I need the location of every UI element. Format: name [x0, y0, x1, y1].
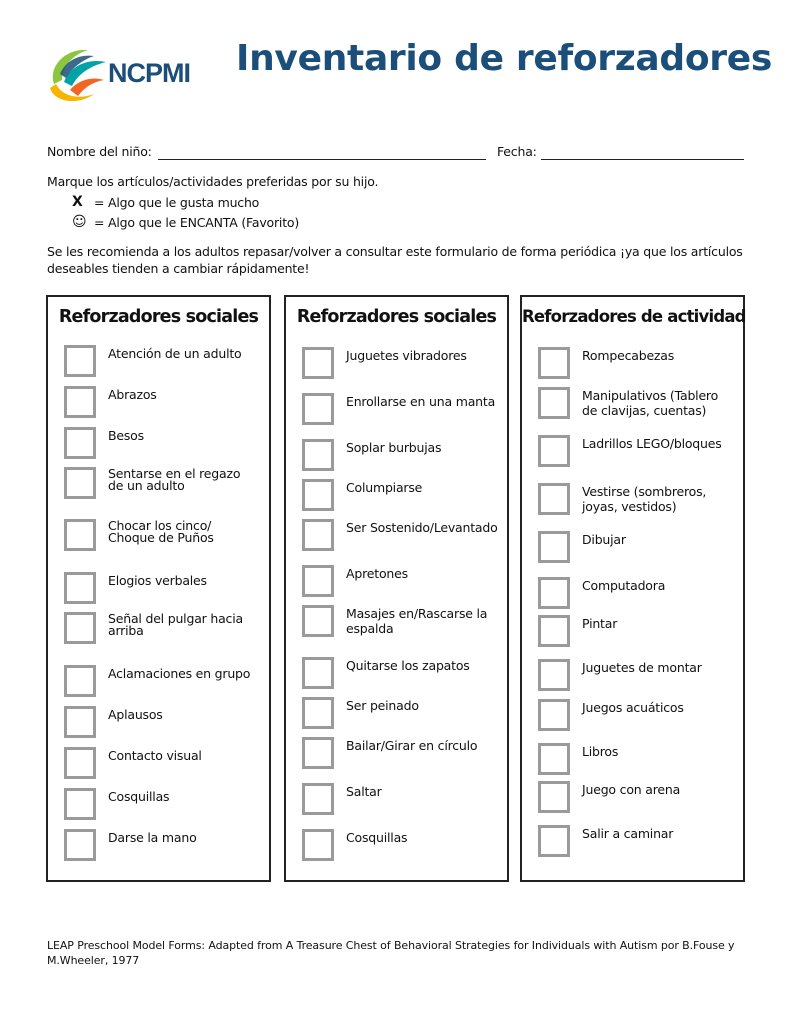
checkbox[interactable] [64, 467, 96, 499]
checkbox[interactable] [64, 572, 96, 604]
checkbox[interactable] [538, 387, 570, 419]
legend-love-text: = Algo que le ENCANTA (Favorito) [94, 214, 300, 230]
checklist-item [64, 829, 261, 865]
checkbox[interactable] [302, 783, 334, 815]
item-label: Vestirse (sombreros, joyas, vestidos) [582, 484, 707, 514]
panel-social-1 [46, 295, 271, 882]
checkbox[interactable] [302, 519, 334, 551]
item-label: Apretones [346, 566, 408, 581]
item-label: Ser peinado [346, 698, 419, 713]
checkbox[interactable] [538, 577, 570, 609]
item-label: Cosquillas [346, 830, 408, 845]
smiley-icon: ☺ [72, 214, 87, 230]
checkbox[interactable] [64, 345, 96, 377]
item-label: Ladrillos LEGO/bloques [582, 436, 722, 451]
item-label: Besos [108, 428, 144, 443]
checklist-item [302, 565, 499, 601]
page-title: Inventario de reforzadores [236, 38, 772, 79]
checkbox[interactable] [302, 439, 334, 471]
checklist-item [302, 519, 499, 555]
checklist-item [302, 605, 499, 641]
checkbox[interactable] [538, 435, 570, 467]
checklist-item [302, 737, 499, 773]
item-label: Juguetes de montar [582, 660, 702, 675]
instructions: Marque los artículos/actividades preferidas por su hijo. [47, 174, 379, 189]
x-mark-icon: X [72, 194, 83, 210]
checklist-item [302, 829, 499, 865]
checkbox[interactable] [64, 386, 96, 418]
checkbox[interactable] [64, 612, 96, 644]
checklist-item [302, 439, 499, 475]
checkbox[interactable] [538, 615, 570, 647]
item-label: Soplar burbujas [346, 440, 442, 455]
item-label: Abrazos [108, 387, 157, 402]
item-label: Libros [582, 744, 619, 759]
item-label: Manipulativos (Tablero de clavijas, cuentas) [582, 388, 719, 418]
item-label: Aplausos [108, 707, 163, 722]
checkbox[interactable] [538, 781, 570, 813]
checklist-item [302, 393, 499, 429]
checklist-item [64, 467, 261, 503]
checkbox[interactable] [302, 479, 334, 511]
checklist-item [538, 781, 735, 817]
checkbox[interactable] [538, 825, 570, 857]
checklist-item [302, 783, 499, 819]
checklist-item [302, 479, 499, 515]
item-label: Atención de un adulto [108, 346, 242, 361]
checklist-item [538, 577, 735, 613]
checklist-item [538, 483, 735, 519]
checklist-item [538, 435, 735, 471]
child-name-label: Nombre del niño: [47, 144, 152, 159]
checkbox[interactable] [302, 605, 334, 637]
item-label: Rompecabezas [582, 348, 675, 363]
item-label: Dibujar [582, 532, 626, 547]
item-label: Cosquillas [108, 789, 170, 804]
item-label: Ser Sostenido/Levantado [346, 520, 498, 535]
panel-activity [520, 295, 745, 882]
item-label: Enrollarse en una manta [346, 394, 496, 409]
child-name-field[interactable] [158, 159, 486, 160]
checklist-item [538, 387, 735, 423]
checklist-item [64, 706, 261, 742]
item-label: Pintar [582, 616, 618, 631]
checkbox[interactable] [302, 393, 334, 425]
checklist-item [64, 345, 261, 381]
checklist-item [64, 665, 261, 701]
checkbox[interactable] [64, 829, 96, 861]
checkbox[interactable] [64, 788, 96, 820]
checklist-item [64, 747, 261, 783]
panel-title: Reforzadores de actividad [522, 307, 746, 326]
checklist-item [64, 427, 261, 463]
checkbox[interactable] [538, 743, 570, 775]
item-label: Juego con arena [582, 782, 681, 797]
checklist-item [538, 615, 735, 651]
checklist-item [64, 612, 261, 648]
checkbox[interactable] [538, 531, 570, 563]
checklist-item [64, 788, 261, 824]
item-label: Elogios verbales [108, 573, 207, 588]
item-label: Columpiarse [346, 480, 423, 495]
checklist-item [302, 347, 499, 383]
checkbox[interactable] [538, 347, 570, 379]
checklist-item [64, 386, 261, 422]
item-label: Masajes en/Rascarse la espalda [346, 606, 488, 636]
item-label: Chocar los cinco/ Choque de Puños [108, 518, 214, 545]
date-field[interactable] [541, 159, 744, 160]
checklist-item [538, 743, 735, 779]
item-label: Contacto visual [108, 748, 202, 763]
panel-social-2 [284, 295, 509, 882]
item-label: Saltar [346, 784, 382, 799]
footer-citation: LEAP Preschool Model Forms: Adapted from A Treasure Chest of Behavioral Strategies for Individuals with Autism por B.Fouse y M.Wheeler, 1977 [47, 939, 735, 967]
checkbox[interactable] [302, 347, 334, 379]
checkbox[interactable] [538, 659, 570, 691]
ncpmi-logo [44, 44, 204, 106]
panel-title: Reforzadores sociales [58, 307, 259, 327]
item-label: Juegos acuáticos [582, 700, 684, 715]
checkbox[interactable] [64, 706, 96, 738]
item-label: Computadora [582, 578, 666, 593]
checkbox[interactable] [64, 665, 96, 697]
item-label: Quitarse los zapatos [346, 658, 470, 673]
checkbox[interactable] [64, 427, 96, 459]
panel-title: Reforzadores sociales [296, 307, 497, 327]
recommendation-note: Se les recomienda a los adultos repasar/volver a consultar este formulario de forma periódica ¡ya que los artículos deseables tienden a cambiar rápidamente! [47, 244, 743, 276]
legend-like-text: = Algo que le gusta mucho [94, 194, 260, 210]
checkbox[interactable] [538, 483, 570, 515]
swirl-logo-icon [44, 44, 114, 106]
item-label: Darse la mano [108, 830, 197, 845]
item-label: Señal del pulgar hacia arriba [108, 611, 243, 638]
checklist-item [538, 825, 735, 861]
date-label: Fecha: [497, 144, 537, 159]
checklist-item [538, 347, 735, 383]
checklist-item [302, 657, 499, 693]
checkbox[interactable] [302, 737, 334, 769]
legend-love [72, 214, 299, 230]
checkbox[interactable] [302, 565, 334, 597]
checklist-item [302, 697, 499, 733]
checkbox[interactable] [64, 519, 96, 551]
checkbox[interactable] [538, 699, 570, 731]
legend-like [72, 194, 259, 210]
item-label: Aclamaciones en grupo [108, 666, 251, 681]
item-label: Sentarse en el regazo de un adulto [108, 466, 241, 493]
checklist-item [64, 519, 261, 555]
checkbox[interactable] [302, 829, 334, 861]
checklist-item [538, 659, 735, 695]
checkbox[interactable] [302, 657, 334, 689]
checkbox[interactable] [64, 747, 96, 779]
logo-text: NCPMI [108, 58, 190, 88]
item-label: Salir a caminar [582, 826, 674, 841]
item-label: Bailar/Girar en círculo [346, 738, 478, 753]
checkbox[interactable] [302, 697, 334, 729]
checklist-item [538, 531, 735, 567]
checklist-item [538, 699, 735, 735]
item-label: Juguetes vibradores [346, 348, 467, 363]
checklist-item [64, 572, 261, 608]
